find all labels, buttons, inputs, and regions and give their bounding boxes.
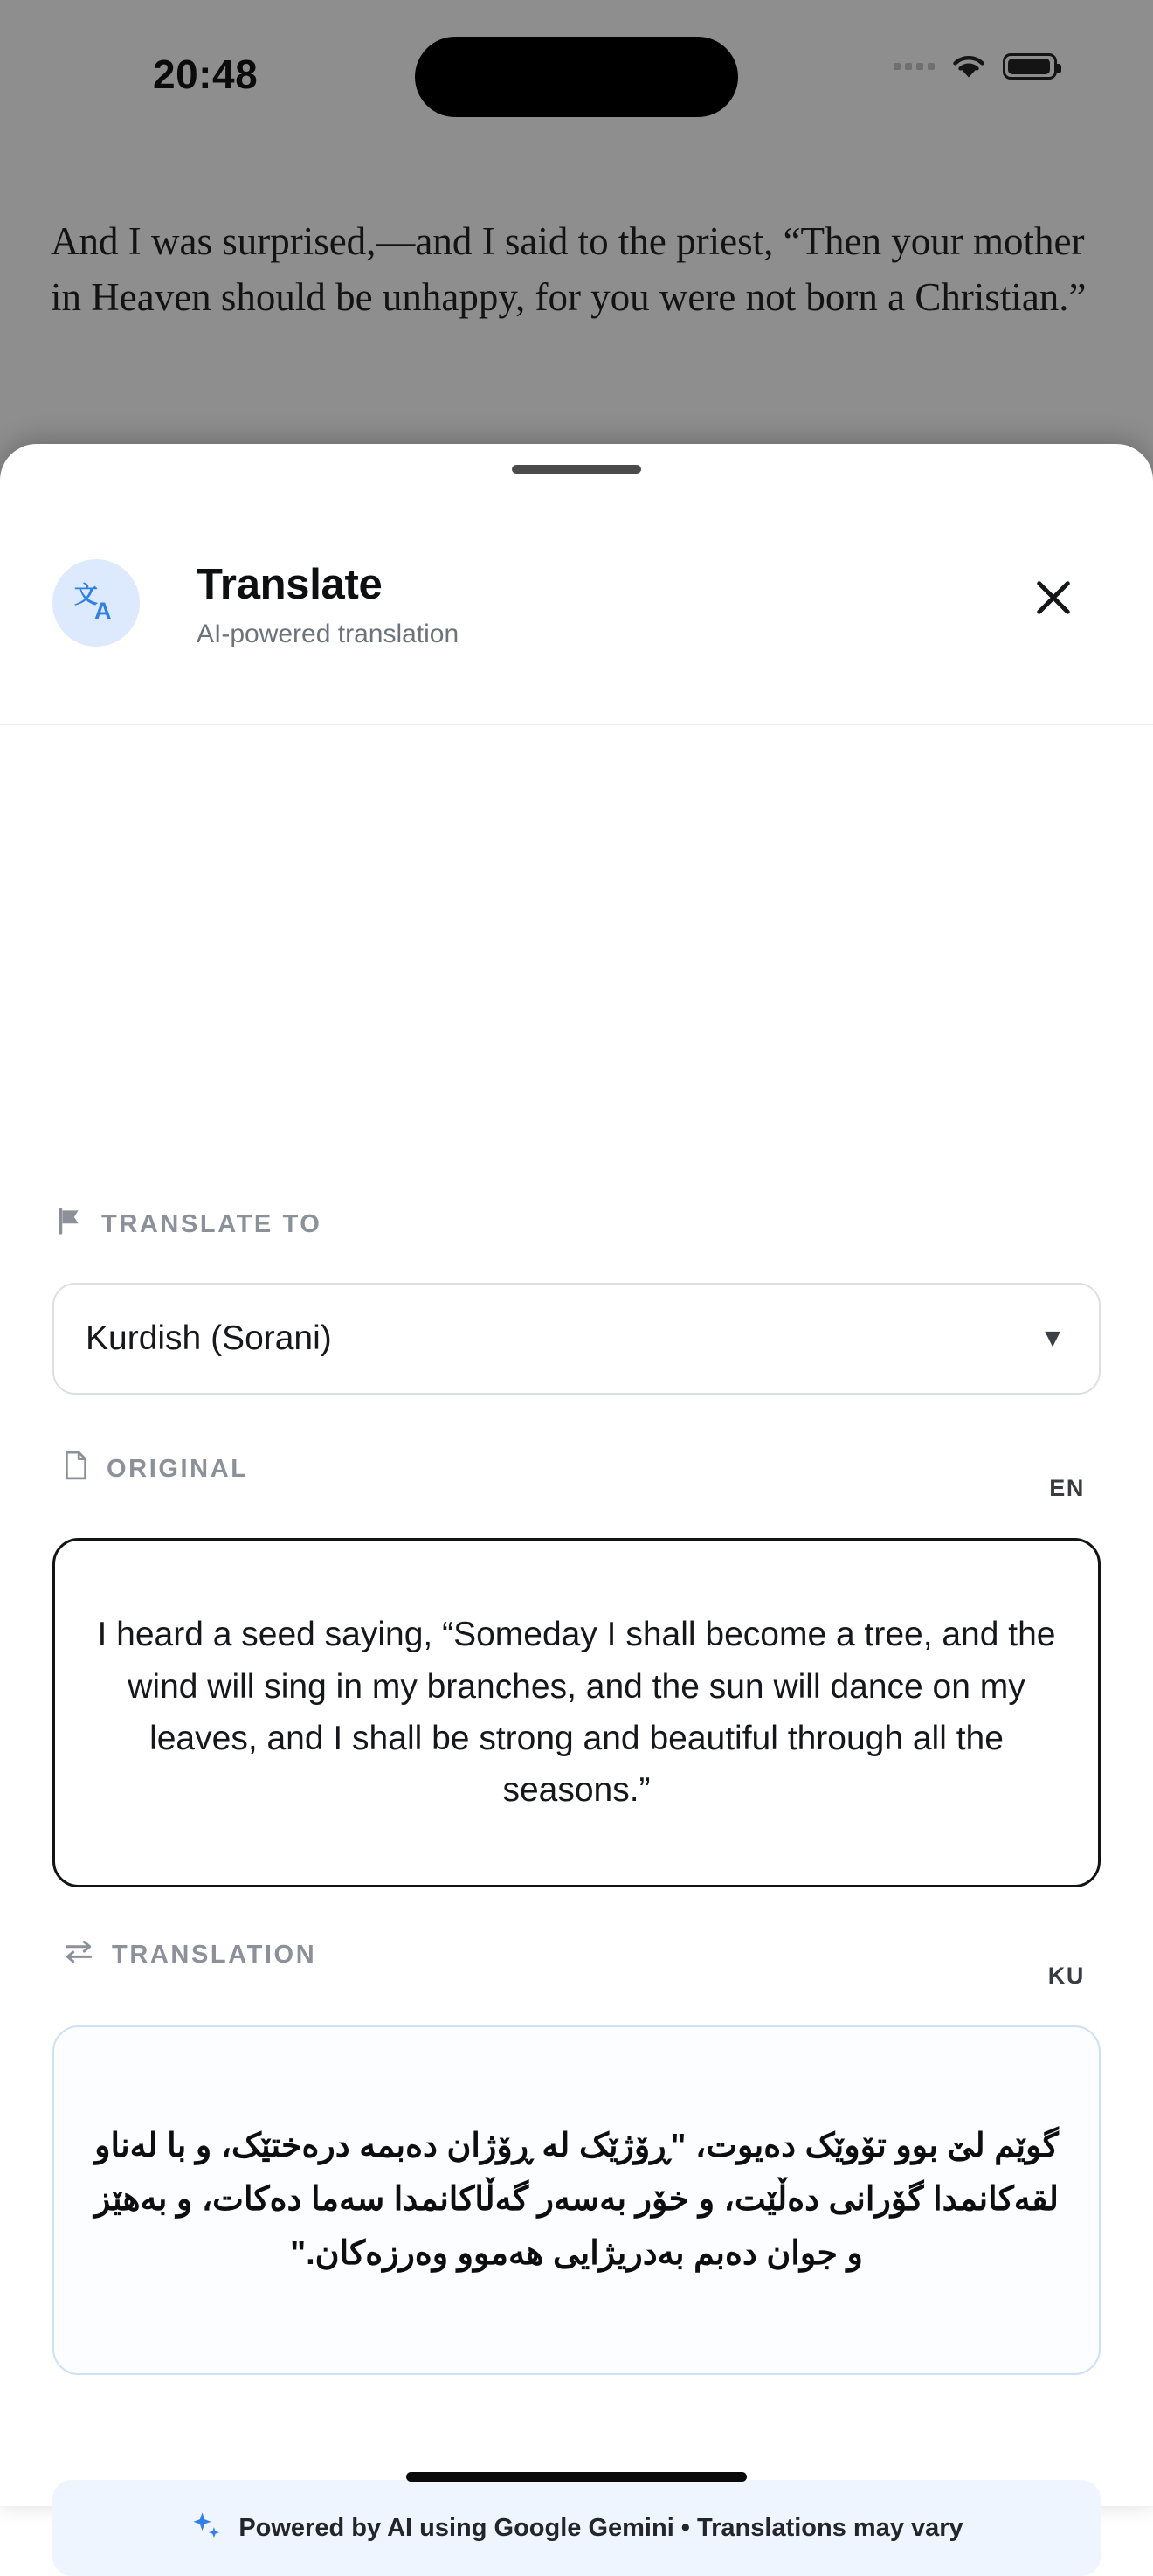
sheet-header: [0, 498, 1153, 725]
flag-icon: [54, 1206, 84, 1243]
translate-to-label: TRANSLATE TO: [101, 1209, 322, 1238]
document-icon: [63, 1451, 89, 1487]
battery-icon: [1003, 53, 1057, 80]
svg-text:A: A: [94, 598, 112, 624]
translate-sheet: [0, 444, 1153, 2542]
page-title: Translate: [197, 561, 383, 608]
background-paragraph: And I was surprised,—and I said to the priest, “Then your mother in Heaven should be unhappy, for you were not born a Christian.”: [51, 219, 1087, 319]
translation-text: گوێم لێ بوو تۆوێک دەیوت، "ڕۆژێک لە ڕۆژان دەبمە درەختێک، و با لەناو لقەکانمدا گۆرانی دەڵێت، و خۆر بەسەر گەڵاکانمدا سەما دەکات، و بەهێز و جوان دەبم بەدریژایی هەموو وەرزەکان.": [94, 2127, 1059, 2272]
target-language-value: Kurdish (Sorani): [86, 1319, 332, 1357]
wifi-icon: [949, 52, 988, 80]
sparkle-icon: [190, 2510, 223, 2547]
original-text: I heard a seed saying, “Someday I shall become a tree, and the wind will sing in my branches, and the sun will dance on my leaves, and I shall be strong and beautiful through all the seasons.”: [97, 1616, 1056, 1810]
translation-label: TRANSLATION: [112, 1940, 317, 1969]
translation-section-label: [63, 1938, 316, 1971]
translate-to-section-label: [54, 1206, 321, 1243]
svg-text:文: 文: [74, 582, 98, 608]
original-language-code: EN: [1049, 1475, 1085, 1501]
swap-arrows-icon: [63, 1938, 94, 1971]
status-time: 20:48: [153, 52, 259, 97]
home-indicator: [406, 2472, 747, 2482]
status-indicators: [894, 52, 1057, 80]
chevron-down-icon: ▼: [1039, 1324, 1066, 1353]
dynamic-island: [415, 37, 738, 117]
target-language-select[interactable]: [52, 1283, 1101, 1395]
page-subtitle: AI-powered translation: [197, 619, 459, 648]
sheet-drag-handle[interactable]: [512, 465, 641, 474]
ai-disclaimer-text: Powered by AI using Google Gemini • Translations may vary: [238, 2513, 963, 2542]
translation-language-code: KU: [1047, 1963, 1085, 1989]
translate-icon: [52, 559, 140, 647]
close-icon: [1032, 576, 1075, 620]
original-section-label: [63, 1451, 249, 1487]
status-bar: [0, 0, 1153, 149]
signal-dots-icon: [894, 63, 935, 70]
sheet-title-block: [197, 561, 459, 649]
ai-disclaimer-banner: [52, 2480, 1101, 2576]
original-text-box: [52, 1538, 1101, 1887]
original-label: ORIGINAL: [107, 1454, 249, 1483]
close-button[interactable]: [1022, 566, 1085, 629]
translation-text-box: [52, 2025, 1101, 2375]
